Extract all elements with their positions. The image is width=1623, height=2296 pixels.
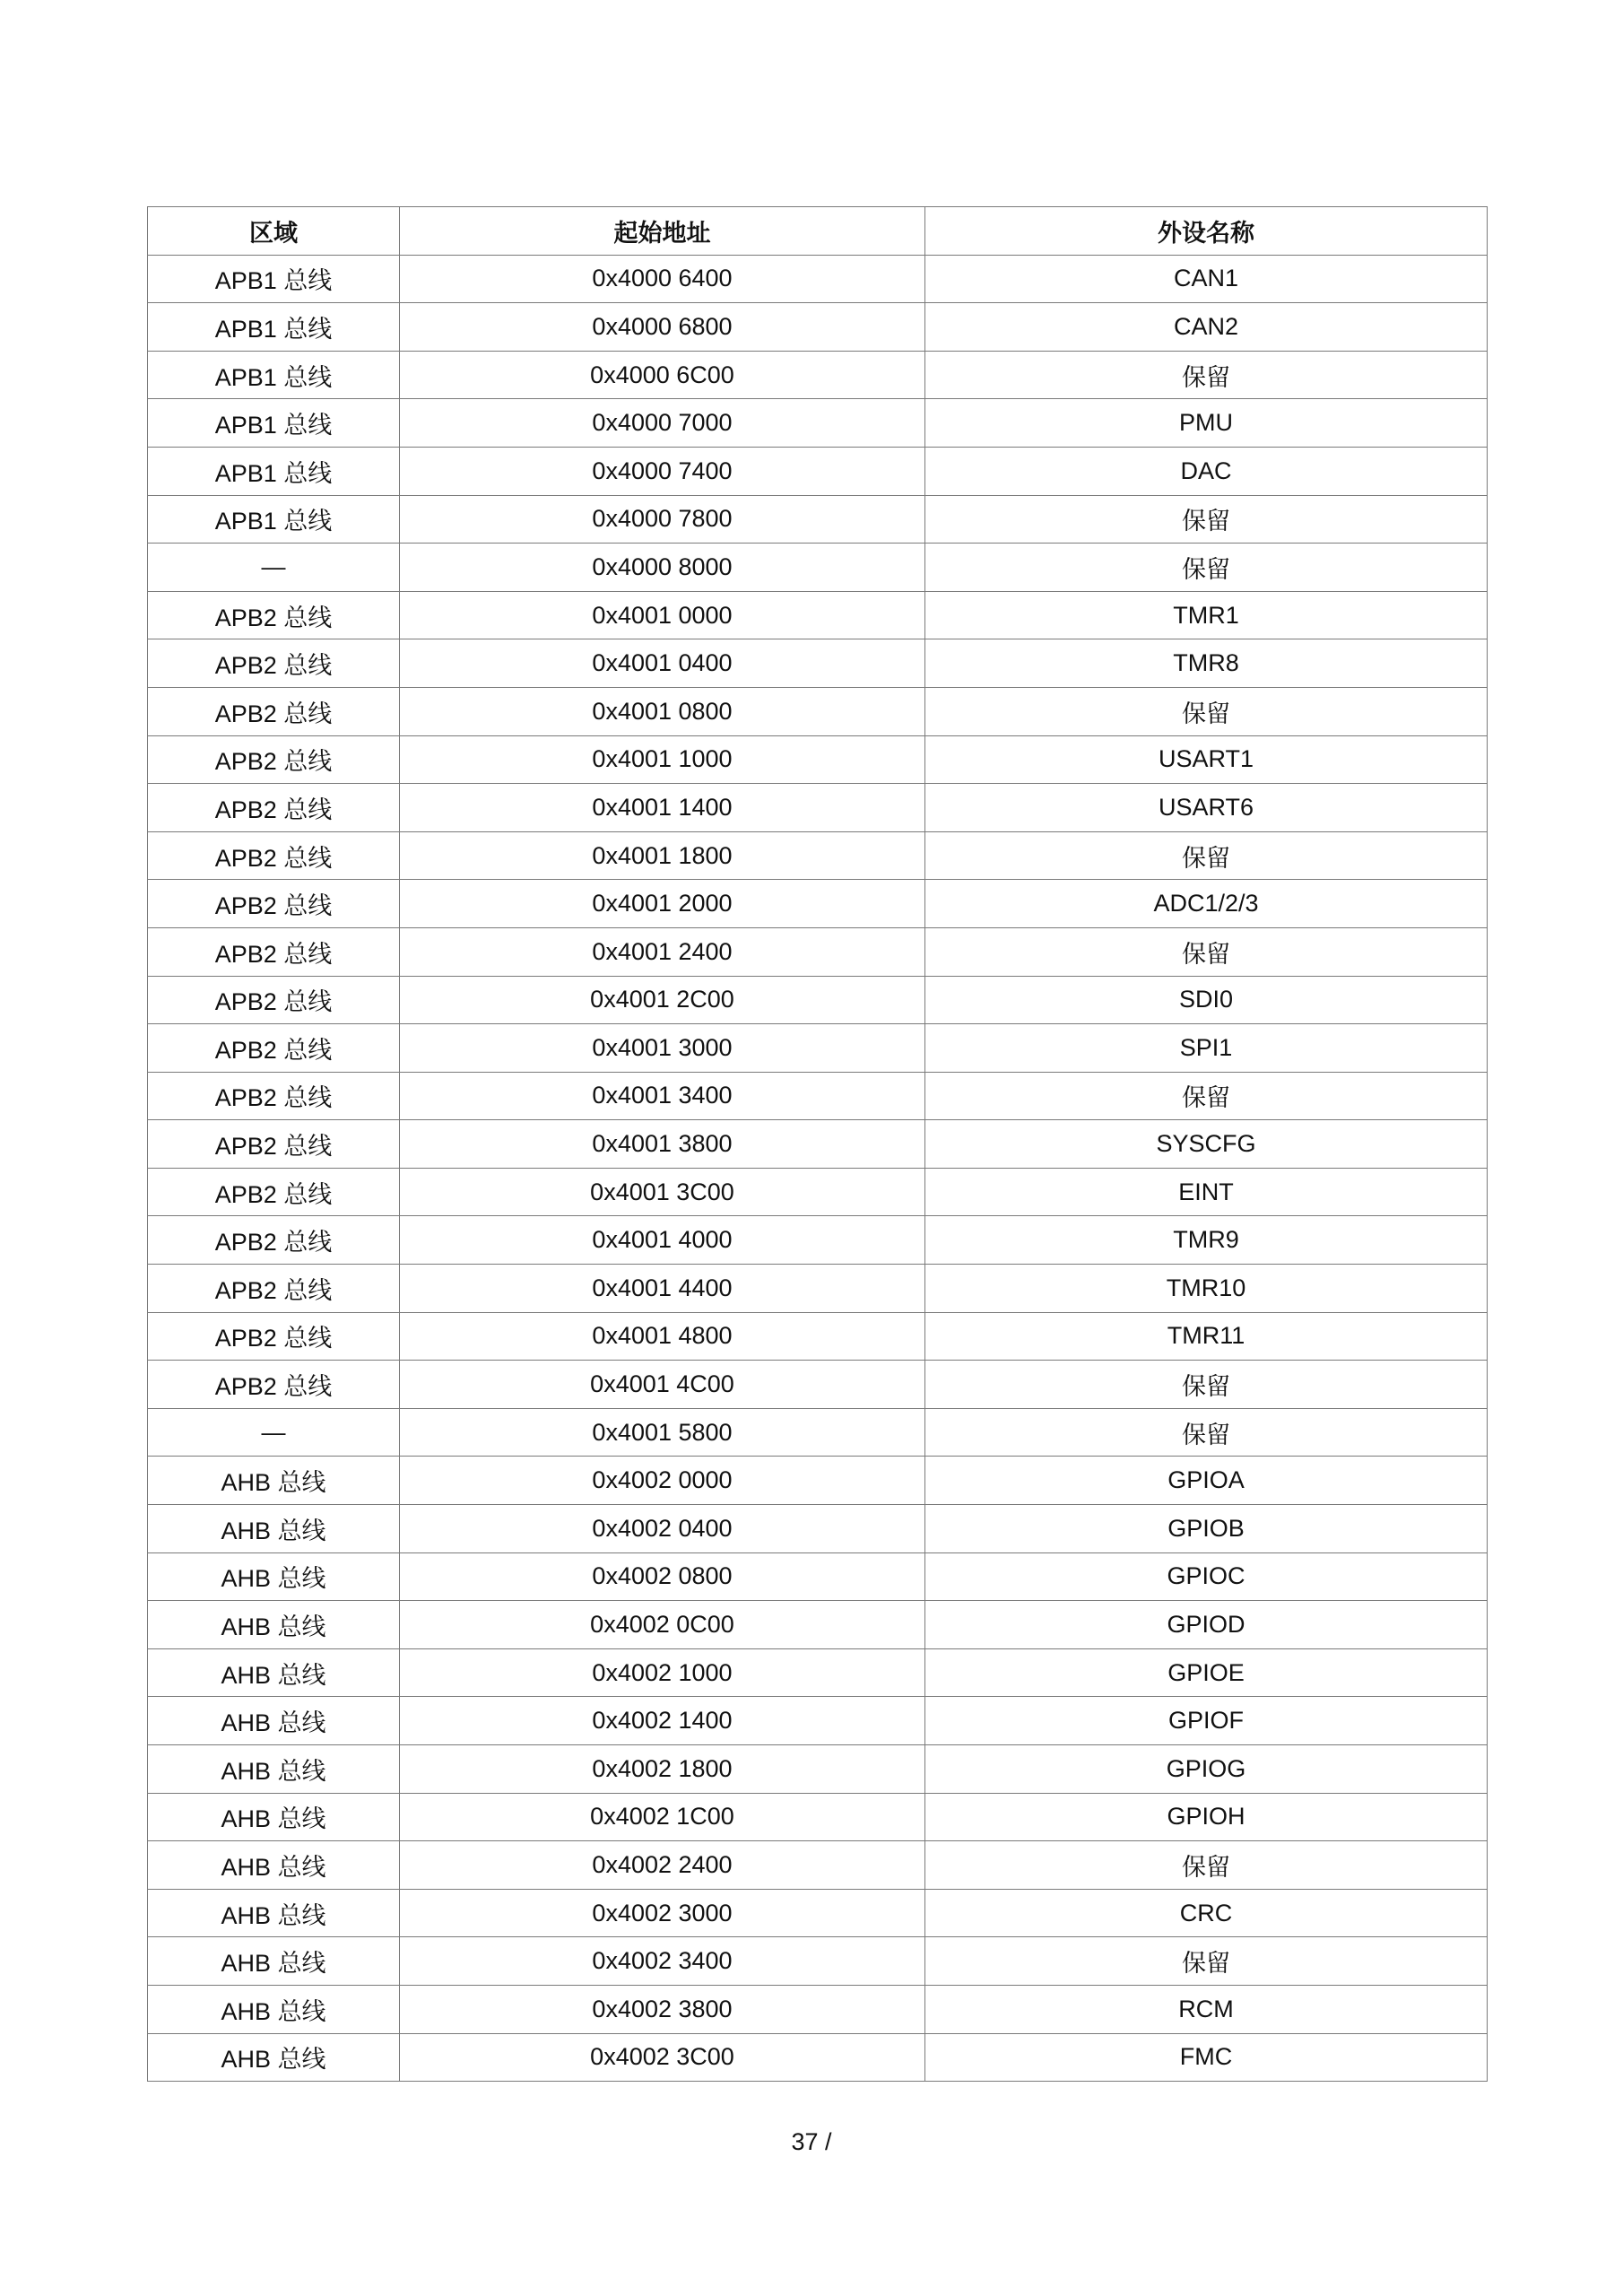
cell-region: APB2 总线	[148, 784, 400, 832]
cell-region: APB2 总线	[148, 735, 400, 784]
table-row	[148, 735, 1488, 784]
cell-peripheral-name: 保留	[925, 927, 1488, 976]
cell-start-address: 0x4001 1800	[400, 831, 925, 880]
cell-start-address: 0x4002 1000	[400, 1648, 925, 1697]
cell-peripheral-name: TMR1	[925, 591, 1488, 639]
cell-peripheral-name: 保留	[925, 351, 1488, 399]
cell-region: AHB 总线	[148, 1505, 400, 1553]
cell-peripheral-name: GPIOG	[925, 1745, 1488, 1794]
cell-peripheral-name: FMC	[925, 2033, 1488, 2082]
cell-start-address: 0x4002 1400	[400, 1697, 925, 1745]
cell-peripheral-name: 保留	[925, 544, 1488, 592]
table-row	[148, 1120, 1488, 1169]
table-row	[148, 591, 1488, 639]
cell-region: APB1 总线	[148, 495, 400, 544]
table-row	[148, 1697, 1488, 1745]
cell-peripheral-name: 保留	[925, 1408, 1488, 1457]
cell-peripheral-name: CAN1	[925, 255, 1488, 303]
cell-peripheral-name: SPI1	[925, 1024, 1488, 1073]
cell-start-address: 0x4001 3000	[400, 1024, 925, 1073]
cell-region: AHB 总线	[148, 1745, 400, 1794]
table-row	[148, 1457, 1488, 1505]
cell-peripheral-name: CAN2	[925, 303, 1488, 352]
table-row	[148, 1408, 1488, 1457]
table-row	[148, 927, 1488, 976]
cell-start-address: 0x4001 1400	[400, 784, 925, 832]
cell-peripheral-name: 保留	[925, 1361, 1488, 1409]
cell-start-address: 0x4000 6400	[400, 255, 925, 303]
cell-region: APB2 总线	[148, 976, 400, 1024]
cell-peripheral-name: TMR10	[925, 1265, 1488, 1313]
cell-start-address: 0x4001 4C00	[400, 1361, 925, 1409]
table-row	[148, 784, 1488, 832]
cell-region: APB1 总线	[148, 399, 400, 448]
cell-start-address: 0x4001 1000	[400, 735, 925, 784]
table-row	[148, 1505, 1488, 1553]
cell-start-address: 0x4002 0000	[400, 1457, 925, 1505]
table-row	[148, 1168, 1488, 1216]
cell-peripheral-name: 保留	[925, 1072, 1488, 1120]
cell-start-address: 0x4000 6C00	[400, 351, 925, 399]
page-number: 37 /	[791, 2128, 832, 2155]
cell-peripheral-name: GPIOB	[925, 1505, 1488, 1553]
cell-region: AHB 总线	[148, 1601, 400, 1649]
cell-peripheral-name: GPIOF	[925, 1697, 1488, 1745]
cell-peripheral-name: EINT	[925, 1168, 1488, 1216]
table-row	[148, 544, 1488, 592]
cell-start-address: 0x4002 2400	[400, 1841, 925, 1890]
cell-peripheral-name: GPIOE	[925, 1648, 1488, 1697]
cell-region: APB2 总线	[148, 880, 400, 928]
cell-region: AHB 总线	[148, 1985, 400, 2033]
cell-region: APB2 总线	[148, 1361, 400, 1409]
table-row	[148, 1312, 1488, 1361]
cell-start-address: 0x4001 4400	[400, 1265, 925, 1313]
cell-start-address: 0x4001 3C00	[400, 1168, 925, 1216]
cell-peripheral-name: GPIOA	[925, 1457, 1488, 1505]
table-row	[148, 687, 1488, 735]
table-row	[148, 1216, 1488, 1265]
cell-region: APB2 总线	[148, 687, 400, 735]
cell-start-address: 0x4000 8000	[400, 544, 925, 592]
table-row	[148, 1745, 1488, 1794]
cell-start-address: 0x4002 3400	[400, 1937, 925, 1986]
cell-region: AHB 总线	[148, 1457, 400, 1505]
cell-peripheral-name: USART1	[925, 735, 1488, 784]
cell-region: AHB 总线	[148, 1648, 400, 1697]
cell-peripheral-name: USART6	[925, 784, 1488, 832]
cell-peripheral-name: RCM	[925, 1985, 1488, 2033]
cell-region: AHB 总线	[148, 1552, 400, 1601]
cell-peripheral-name: GPIOC	[925, 1552, 1488, 1601]
cell-peripheral-name: TMR11	[925, 1312, 1488, 1361]
cell-start-address: 0x4002 0C00	[400, 1601, 925, 1649]
cell-start-address: 0x4001 4800	[400, 1312, 925, 1361]
cell-start-address: 0x4001 2C00	[400, 976, 925, 1024]
table-row	[148, 447, 1488, 495]
cell-start-address: 0x4000 7800	[400, 495, 925, 544]
table-row	[148, 1793, 1488, 1841]
cell-start-address: 0x4002 0400	[400, 1505, 925, 1553]
cell-start-address: 0x4001 0800	[400, 687, 925, 735]
table-row	[148, 1072, 1488, 1120]
cell-peripheral-name: GPIOD	[925, 1601, 1488, 1649]
cell-start-address: 0x4001 4000	[400, 1216, 925, 1265]
cell-start-address: 0x4000 7000	[400, 399, 925, 448]
cell-start-address: 0x4001 2400	[400, 927, 925, 976]
table-row	[148, 351, 1488, 399]
cell-region: APB1 总线	[148, 303, 400, 352]
table-row	[148, 1265, 1488, 1313]
cell-start-address: 0x4001 0000	[400, 591, 925, 639]
cell-region: AHB 总线	[148, 1841, 400, 1890]
cell-region: AHB 总线	[148, 2033, 400, 2082]
cell-peripheral-name: 保留	[925, 1841, 1488, 1890]
cell-start-address: 0x4001 5800	[400, 1408, 925, 1457]
table-row	[148, 831, 1488, 880]
table-row	[148, 2033, 1488, 2082]
table-row	[148, 255, 1488, 303]
cell-peripheral-name: 保留	[925, 495, 1488, 544]
cell-start-address: 0x4000 7400	[400, 447, 925, 495]
table-body	[148, 255, 1488, 2082]
cell-region: —	[148, 1408, 400, 1457]
cell-peripheral-name: 保留	[925, 831, 1488, 880]
table-row	[148, 639, 1488, 688]
table-row	[148, 1024, 1488, 1073]
cell-region: APB2 总线	[148, 1168, 400, 1216]
cell-region: APB2 总线	[148, 1265, 400, 1313]
cell-start-address: 0x4002 1800	[400, 1745, 925, 1794]
table-row	[148, 1985, 1488, 2033]
cell-region: AHB 总线	[148, 1889, 400, 1937]
table-row	[148, 495, 1488, 544]
cell-region: APB1 总线	[148, 351, 400, 399]
cell-region: APB2 总线	[148, 1072, 400, 1120]
table-row	[148, 1552, 1488, 1601]
cell-region: APB2 总线	[148, 1120, 400, 1169]
cell-start-address: 0x4001 3400	[400, 1072, 925, 1120]
cell-start-address: 0x4002 3000	[400, 1889, 925, 1937]
cell-peripheral-name: TMR8	[925, 639, 1488, 688]
cell-peripheral-name: DAC	[925, 447, 1488, 495]
header-region: 区域	[148, 207, 400, 256]
cell-region: APB2 总线	[148, 831, 400, 880]
cell-peripheral-name: GPIOH	[925, 1793, 1488, 1841]
cell-start-address: 0x4002 1C00	[400, 1793, 925, 1841]
cell-region: AHB 总线	[148, 1697, 400, 1745]
cell-start-address: 0x4001 0400	[400, 639, 925, 688]
cell-region: APB2 总线	[148, 639, 400, 688]
cell-region: AHB 总线	[148, 1793, 400, 1841]
cell-region: APB1 总线	[148, 447, 400, 495]
table-row	[148, 1889, 1488, 1937]
cell-peripheral-name: SYSCFG	[925, 1120, 1488, 1169]
table-row	[148, 976, 1488, 1024]
cell-region: AHB 总线	[148, 1937, 400, 1986]
cell-start-address: 0x4000 6800	[400, 303, 925, 352]
cell-region: —	[148, 544, 400, 592]
header-start-address: 起始地址	[400, 207, 925, 256]
table-row	[148, 1361, 1488, 1409]
cell-start-address: 0x4002 3C00	[400, 2033, 925, 2082]
cell-peripheral-name: PMU	[925, 399, 1488, 448]
table-row	[148, 1841, 1488, 1890]
cell-start-address: 0x4001 3800	[400, 1120, 925, 1169]
cell-peripheral-name: TMR9	[925, 1216, 1488, 1265]
table-row	[148, 399, 1488, 448]
cell-region: APB2 总线	[148, 1024, 400, 1073]
cell-region: APB2 总线	[148, 591, 400, 639]
table-row	[148, 1601, 1488, 1649]
table-row	[148, 880, 1488, 928]
cell-start-address: 0x4002 0800	[400, 1552, 925, 1601]
cell-region: APB2 总线	[148, 927, 400, 976]
table-row	[148, 303, 1488, 352]
cell-region: APB1 总线	[148, 255, 400, 303]
cell-peripheral-name: ADC1/2/3	[925, 880, 1488, 928]
cell-peripheral-name: 保留	[925, 1937, 1488, 1986]
cell-region: APB2 总线	[148, 1312, 400, 1361]
cell-peripheral-name: SDI0	[925, 976, 1488, 1024]
cell-peripheral-name: 保留	[925, 687, 1488, 735]
cell-peripheral-name: CRC	[925, 1889, 1488, 1937]
cell-start-address: 0x4002 3800	[400, 1985, 925, 2033]
table-row	[148, 1648, 1488, 1697]
cell-start-address: 0x4001 2000	[400, 880, 925, 928]
table-header-row	[148, 207, 1488, 256]
cell-region: APB2 总线	[148, 1216, 400, 1265]
header-peripheral-name: 外设名称	[925, 207, 1488, 256]
table-row	[148, 1937, 1488, 1986]
memory-map-table	[147, 206, 1488, 2082]
